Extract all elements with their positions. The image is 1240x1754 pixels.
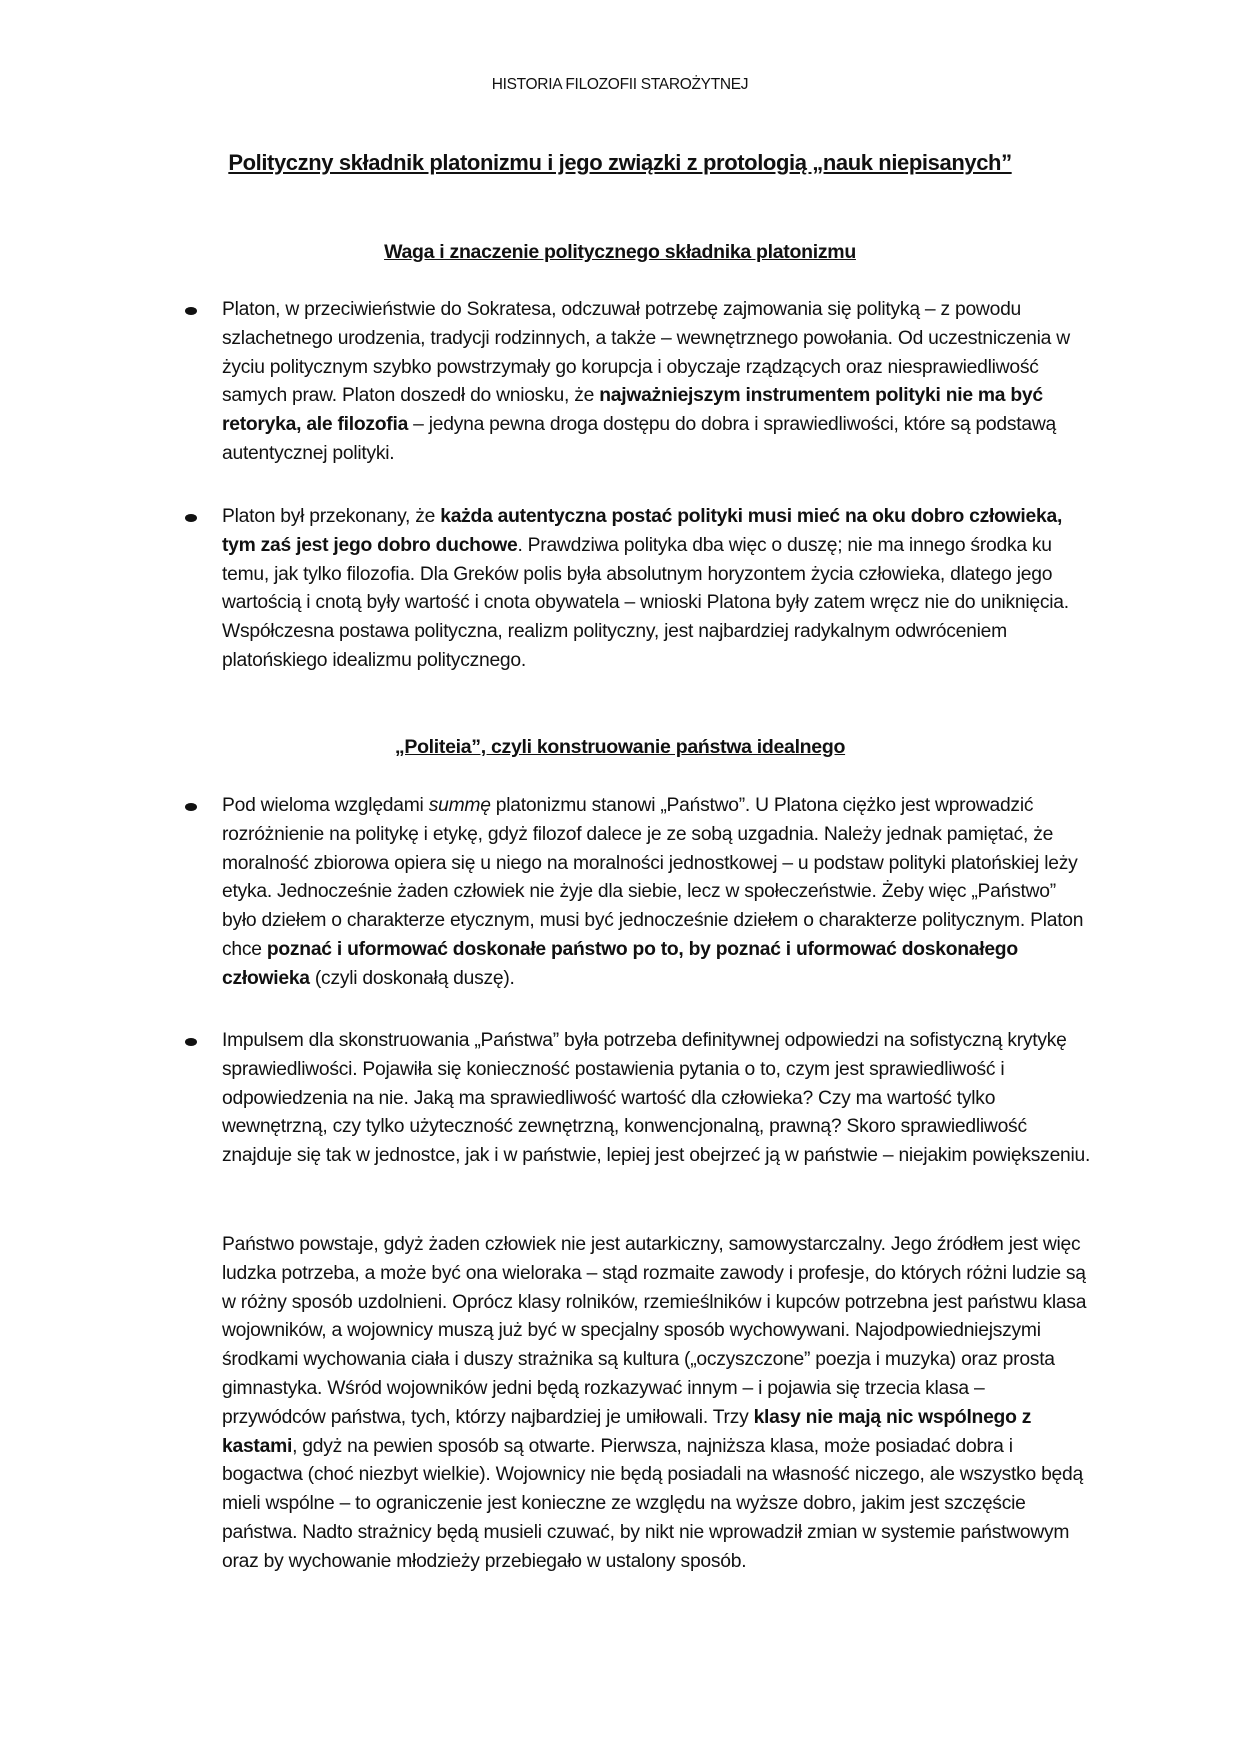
running-header: HISTORIA FILOZOFII STAROŻYTNEJ <box>491 76 749 93</box>
document-title: Polityczny składnik platonizmu i jego związki z protologią „nauk niepisanych” <box>228 150 1012 175</box>
bold-span: każda autentyczna postać polityki musi mieć na oku dobro człowieka, tym zaś jest jego dobro duchowe <box>222 506 1063 556</box>
bullet-icon <box>185 1038 197 1046</box>
text-span: Państwo powstaje, gdyż żaden człowiek nie jest autarkiczny, samowystarczalny. Jego źródłem jest więc ludzka potrzeba, a może być ona wieloraka – stąd rozmaite zawody i profesje, do których różni ludzie są w różny sposób uzdolnieni. Oprócz klasy rolników, rzemieślników i kupców potrzebna jest państwu klasa wojowników, a wojownicy muszą już być w specjalny sposób wychowywani. Najodpowiedniejszymi środkami wychowania ciała i duszy strażnika są kultura („oczyszczone” poezja i muzyka) oraz prosta gimnastyka. Wśród wojowników jedni będą rozkazywać innym – i pojawia się trzecia klasa – przywódców państwa, tych, którzy najbardziej je umiłowali. Trzy <box>222 1234 1087 1428</box>
paragraph-2 <box>222 503 1092 676</box>
text-span: Platon był przekonany, że <box>222 506 441 527</box>
text-span: platonizmu stanowi „Państwo”. U Platona ciężko jest wprowadzić rozróżnienie na politykę i etykę, gdyż filozof dalece je ze sobą uzgadnia. Należy jednak pamiętać, że moralność zbiorowa opiera się u niego na moralności jednostkowej – u podstaw polityki platońskiej leży etyka. Jednocześnie żaden człowiek nie żyje dla siebie, lecz w społeczeństwie. Żeby więc „Państwo” było dziełem o charakterze etycznym, musi być jednocześnie dziełem o charakterze politycznym. Platon chce <box>222 795 1084 960</box>
text-span: Platon, w przeciwieństwie do Sokratesa, odczuwał potrzebę zajmowania się polityką – z powodu szlachetnego urodzenia, tradycji rodzinnych, a także – wewnętrznego powołania. Od uczestniczenia w życiu politycznym szybko powstrzymały go korupcja i obyczaje rządzących oraz niesprawiedliwość samych praw. Platon doszedł do wniosku, że <box>222 299 1070 407</box>
bold-span: poznać i uformować doskonałe państwo po to, by poznać i uformować doskonałego człowieka <box>222 938 1018 989</box>
text-span: (czyli doskonałą duszę). <box>309 967 515 989</box>
section-heading-1: Waga i znaczenie politycznego składnika platonizmu <box>384 241 856 263</box>
bullet-icon <box>185 514 197 522</box>
text-span: . Prawdziwa polityka dba więc o duszę; nie ma innego środka ku temu, jak tylko filozofia. Dla Greków polis była absolutnym horyzontem życia człowieka, dlatego jego wartością i cnotą były wartość i cnota obywatela – wnioski Platona były zatem wręcz nie do uniknięcia. Współczesna postawa polityczna, realizm polityczny, jest najbardziej radykalnym odwróceniem platońskiego idealizmu politycznego. <box>222 534 1069 671</box>
text-span: , gdyż na pewien sposób są otwarte. Pierwsza, najniższa klasa, może posiadać dobra i bogactwa (choć niezbyt wielkie). Wojownicy nie będą posiadali na własność niczego, ale wszystko będą mieli wspólne – to ograniczenie jest konieczne ze względu na wyższe dobro, jakim jest szczęście państwa. Nadto strażnicy będą musieli czuwać, by nikt nie wprowadził zmian w systemie państwowym oraz by wychowanie młodzieży przebiegało w ustalony sposób. <box>222 1435 1083 1572</box>
paragraph-3 <box>222 792 1092 994</box>
text-span: Pod wieloma względami <box>222 795 429 816</box>
section-heading-2: „Politeia”, czyli konstruowanie państwa idealnego <box>394 736 846 758</box>
paragraph-1 <box>222 296 1092 469</box>
bold-span: najważniejszym instrumentem polityki nie ma być retoryka, ale filozofia <box>222 385 1043 436</box>
italic-span: summę <box>428 795 491 816</box>
paragraph-5 <box>222 1231 1092 1577</box>
bullet-icon <box>185 803 197 811</box>
text-span: – jedyna pewna droga dostępu do dobra i sprawiedliwości, które są podstawą autentycznej polityki. <box>222 414 1056 464</box>
bold-span: klasy nie mają nic wspólnego z kastami <box>222 1406 1032 1457</box>
paragraph-4: Impulsem dla skonstruowania „Państwa” była potrzeba definitywnej odpowiedzi na sofistyczną krytykę sprawiedliwości. Pojawiła się konieczność postawienia pytania o to, czym jest sprawiedliwość i odpowiedzenia na nie. Jaką ma sprawiedliwość wartość dla człowieka? Czy ma wartość tylko wewnętrzną, czy tylko użyteczność zewnętrzną, konwencjonalną, prawną? Skoro sprawiedliwość znajduje się tak w jednostce, jak i w państwie, lepiej jest obejrzeć ją w państwie – niejakim powiększeniu. <box>222 1030 1091 1167</box>
bullet-icon <box>185 307 197 315</box>
